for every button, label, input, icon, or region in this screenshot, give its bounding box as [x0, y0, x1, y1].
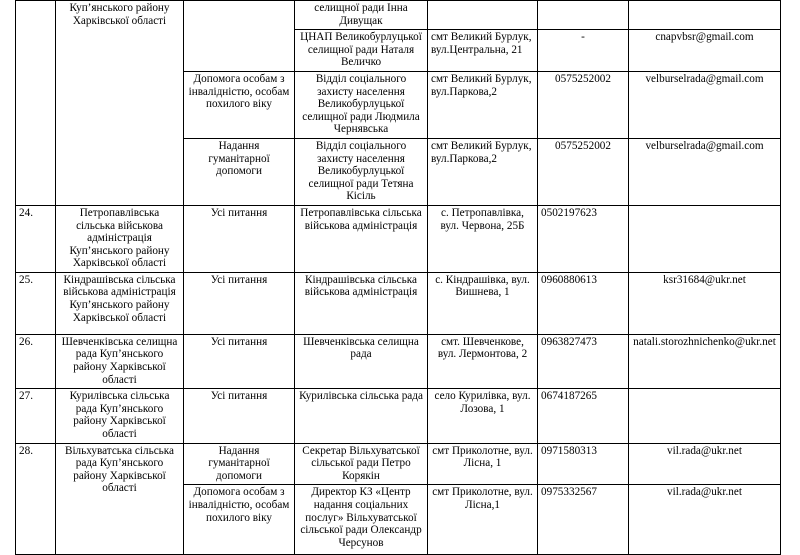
address-cell: смт Приколотне, вул. Лісна,1 [428, 485, 538, 555]
provider-cell: Кіндрашівська сільська військова адміністрація [295, 272, 428, 334]
address-cell: смт Великий Бурлук, вул.Паркова,2 [428, 71, 538, 138]
provider-cell: Директор КЗ «Центр надання соціальних послуг» Вільхуватської сільської ради Олександр Черсунов [295, 485, 428, 555]
table-row [16, 334, 781, 388]
table-row [16, 272, 781, 334]
provider-cell: селищної ради Інна Дивущак [295, 1, 428, 30]
service-cell: Допомога особам з інвалідністю, особам похилого віку [184, 485, 295, 555]
email-cell [629, 1, 781, 30]
service-cell [184, 1, 295, 72]
services-table [15, 0, 781, 555]
service-cell: Надання гуманітарної допомоги [184, 138, 295, 205]
provider-cell: Шевченківська селищна рада [295, 334, 428, 388]
provider-cell: ЦНАП Великобурлуцької селищної ради Наталя Величко [295, 30, 428, 72]
provider-cell: Петропавлівська сільська військова адміністрація [295, 205, 428, 272]
row-number: 26. [16, 334, 56, 388]
organization-cell: Петропавлівська сільська військова адміністрація Куп’янського району Харківської області [56, 205, 184, 272]
provider-cell: Відділ соціального захисту населення Великобурлуцької селищної ради Тетяна Кісіль [295, 138, 428, 205]
table-row [16, 1, 781, 30]
phone-cell: 0674187265 [538, 389, 629, 443]
table-row [16, 389, 781, 443]
service-cell: Надання гуманітарної допомоги [184, 443, 295, 485]
row-number: 28. [16, 443, 56, 555]
address-cell: село Курилівка, вул. Лозова, 1 [428, 389, 538, 443]
phone-cell: - [538, 30, 629, 72]
organization-cell: Шевченківська селищна рада Куп’янського району Харківської області [56, 334, 184, 388]
address-cell: смт Приколотне, вул. Лісна, 1 [428, 443, 538, 485]
organization-cell: Кіндрашівська сільська військова адміністрація Куп’янського району Харківської області [56, 272, 184, 334]
phone-cell: 0960880613 [538, 272, 629, 334]
email-cell: vil.rada@ukr.net [629, 485, 781, 555]
address-cell: смт Великий Бурлук, вул.Центральна, 21 [428, 30, 538, 72]
provider-cell: Курилівська сільська рада [295, 389, 428, 443]
organization-cell: Вільхуватська сільська рада Куп’янського району Харківської області [56, 443, 184, 555]
email-cell: velburselrada@gmail.com [629, 71, 781, 138]
address-cell: с. Петропавлівка, вул. Червона, 25Б [428, 205, 538, 272]
email-cell: velburselrada@gmail.com [629, 138, 781, 205]
phone-cell: 0502197623 [538, 205, 629, 272]
address-cell: смт Великий Бурлук, вул.Паркова,2 [428, 138, 538, 205]
email-cell: vil.rada@ukr.net [629, 443, 781, 485]
phone-cell: 0575252002 [538, 138, 629, 205]
service-cell: Усі питання [184, 334, 295, 388]
email-cell [629, 389, 781, 443]
row-number: 24. [16, 205, 56, 272]
service-cell: Усі питання [184, 205, 295, 272]
email-cell [629, 205, 781, 272]
service-cell: Усі питання [184, 389, 295, 443]
service-cell: Допомога особам з інвалідністю, особам похилого віку [184, 71, 295, 138]
email-cell: natali.storozhnichenko@ukr.net [629, 334, 781, 388]
address-cell: смт. Шевченкове, вул. Лермонтова, 2 [428, 334, 538, 388]
phone-cell [538, 1, 629, 30]
email-cell: cnapvbsr@gmail.com [629, 30, 781, 72]
table-row [16, 205, 781, 272]
phone-cell: 0971580313 [538, 443, 629, 485]
provider-cell: Секретар Вільхуватської сільської ради Петро Корякін [295, 443, 428, 485]
row-number: 27. [16, 389, 56, 443]
row-number [16, 1, 56, 206]
email-cell: ksr31684@ukr.net [629, 272, 781, 334]
organization-cell: Куп’янського району Харківської області [56, 1, 184, 206]
table-row [16, 443, 781, 485]
service-cell: Усі питання [184, 272, 295, 334]
row-number: 25. [16, 272, 56, 334]
provider-cell: Відділ соціального захисту населення Великобурлуцької селищної ради Людмила Чернявська [295, 71, 428, 138]
address-cell: с. Кіндрашівка, вул. Вишнева, 1 [428, 272, 538, 334]
address-cell [428, 1, 538, 30]
phone-cell: 0963827473 [538, 334, 629, 388]
phone-cell: 0575252002 [538, 71, 629, 138]
organization-cell: Курилівська сільська рада Куп’янського району Харківської області [56, 389, 184, 443]
phone-cell: 0975332567 [538, 485, 629, 555]
